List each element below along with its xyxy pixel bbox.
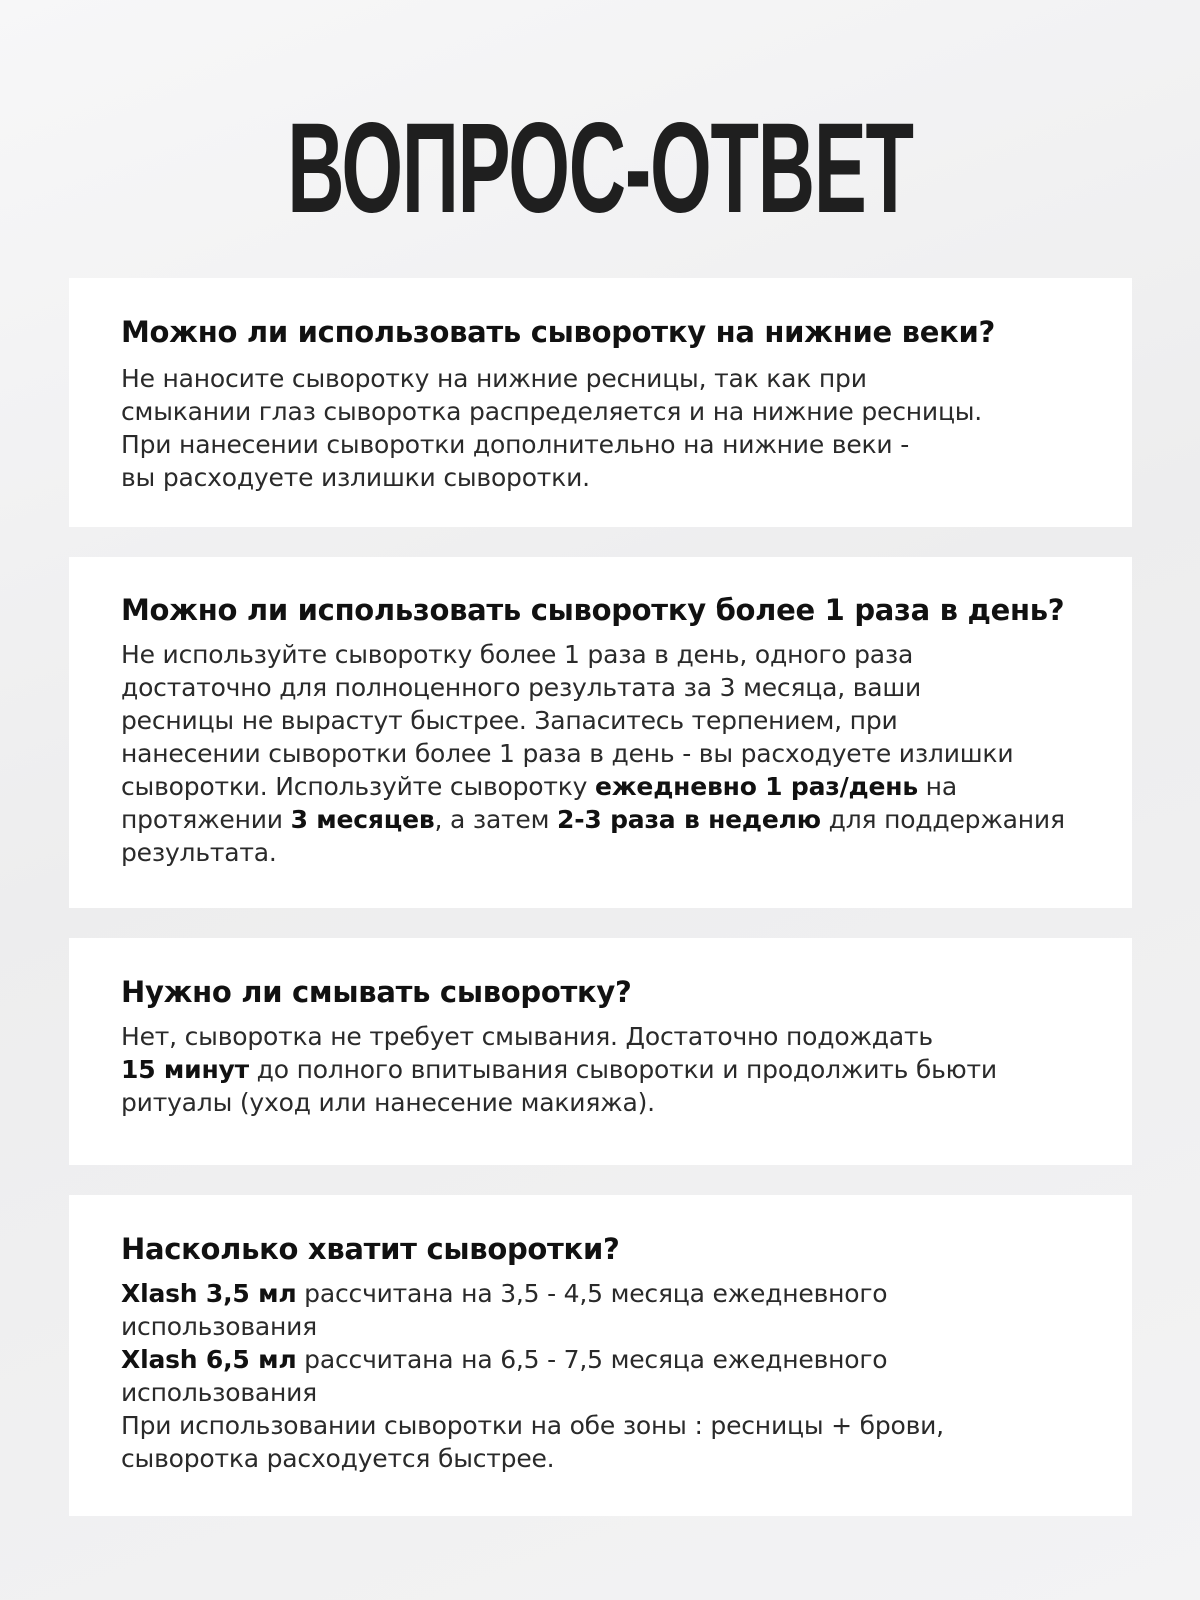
answer-line: сыворотка расходуется быстрее. bbox=[121, 1444, 555, 1473]
answer-line: смыкании глаз сыворотка распределяется и на нижние ресницы. bbox=[121, 397, 983, 426]
answer-line: Не используйте сыворотку более 1 раза в день, одного раза bbox=[121, 640, 914, 669]
faq-answer bbox=[121, 1277, 1102, 1475]
faq-question: Можно ли использовать сыворотку более 1 раза в день? bbox=[121, 593, 1065, 627]
faq-answer bbox=[121, 1020, 1102, 1119]
answer-text: рассчитана на 6,5 - 7,5 месяца ежедневного bbox=[296, 1345, 888, 1374]
page-title: ВОПРОС-ОТВЕТ bbox=[287, 97, 913, 240]
faq-answer bbox=[121, 362, 1102, 494]
faq-question: Насколько хватит сыворотки? bbox=[121, 1232, 620, 1266]
answer-highlight: 3 месяцев bbox=[290, 805, 435, 834]
answer-text: для поддержания bbox=[820, 805, 1065, 834]
answer-line: использования bbox=[121, 1312, 318, 1341]
answer-line: ресницы не вырастут быстрее. Запаситесь терпением, при bbox=[121, 706, 898, 735]
answer-line bbox=[121, 803, 1102, 836]
faq-card bbox=[69, 938, 1132, 1165]
faq-card bbox=[69, 1195, 1132, 1516]
answer-highlight: 15 минут bbox=[121, 1055, 249, 1084]
answer-text: на bbox=[917, 772, 957, 801]
answer-line bbox=[121, 1343, 1102, 1376]
answer-line: Не наносите сыворотку на нижние ресницы, так как при bbox=[121, 364, 867, 393]
answer-text: , а затем bbox=[434, 805, 558, 834]
answer-line: вы расходуете излишки сыворотки. bbox=[121, 463, 590, 492]
faq-answer bbox=[121, 638, 1102, 869]
answer-highlight: Xlash 6,5 мл bbox=[121, 1345, 297, 1374]
answer-highlight: Xlash 3,5 мл bbox=[121, 1279, 297, 1308]
answer-line: При нанесении сыворотки дополнительно на нижние веки - bbox=[121, 430, 910, 459]
answer-line: нанесении сыворотки более 1 раза в день - вы расходуете излишки bbox=[121, 739, 1014, 768]
answer-line: достаточно для полноценного результата за 3 месяца, ваши bbox=[121, 673, 922, 702]
answer-highlight: ежедневно 1 раз/день bbox=[595, 772, 918, 801]
answer-line bbox=[121, 1053, 1102, 1086]
answer-highlight: 2-3 раза в неделю bbox=[557, 805, 821, 834]
faq-question: Нужно ли смывать сыворотку? bbox=[121, 975, 632, 1009]
faq-card bbox=[69, 557, 1132, 908]
answer-line bbox=[121, 1277, 1102, 1310]
answer-text: рассчитана на 3,5 - 4,5 месяца ежедневного bbox=[296, 1279, 888, 1308]
answer-text: до полного впитывания сыворотки и продолжить бьюти bbox=[248, 1055, 997, 1084]
answer-line bbox=[121, 770, 1102, 803]
answer-line: При использовании сыворотки на обе зоны : ресницы + брови, bbox=[121, 1411, 944, 1440]
answer-line: использования bbox=[121, 1378, 318, 1407]
faq-question: Можно ли использовать сыворотку на нижние веки? bbox=[121, 315, 995, 349]
answer-line: результата. bbox=[121, 838, 277, 867]
answer-text: протяжении bbox=[121, 805, 291, 834]
answer-text: сыворотки. Используйте сыворотку bbox=[121, 772, 595, 801]
faq-card bbox=[69, 278, 1132, 527]
answer-line: Нет, сыворотка не требует смывания. Достаточно подождать bbox=[121, 1022, 933, 1051]
answer-line: ритуалы (уход или нанесение макияжа). bbox=[121, 1088, 655, 1117]
